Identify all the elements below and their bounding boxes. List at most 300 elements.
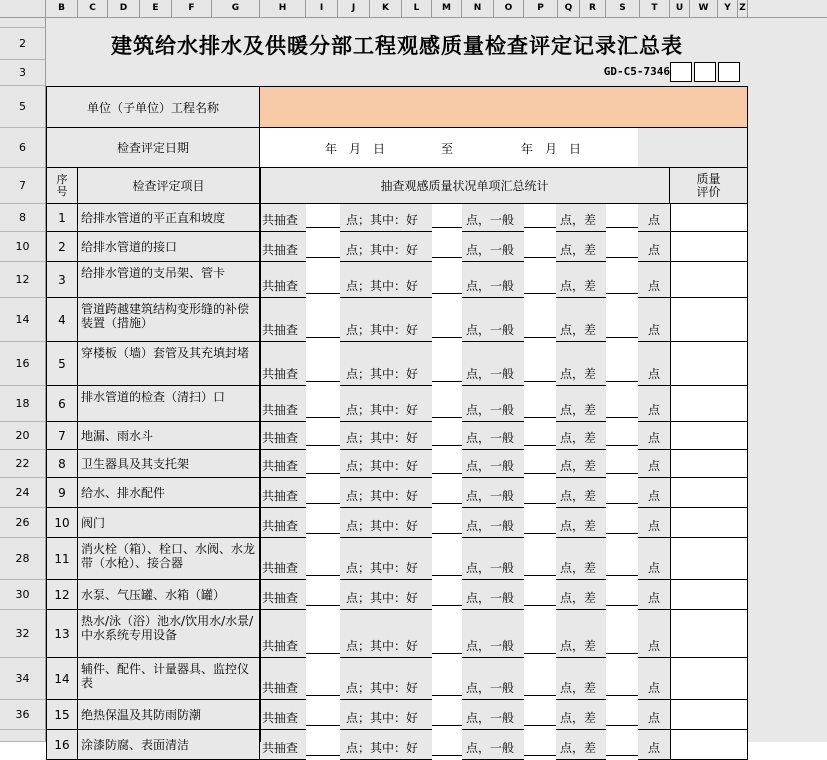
row-header[interactable]: 3 (0, 60, 46, 86)
blank-underline (306, 605, 340, 606)
item-stat-good-label: 点；其中：好 (346, 681, 419, 695)
item-stat-good-label: 点；其中：好 (346, 403, 419, 417)
date-to-label: 至 (440, 141, 453, 156)
item-stat-total-label: 共抽查 (262, 367, 299, 381)
blank-underline (606, 755, 638, 756)
item-count-blank[interactable] (606, 508, 638, 538)
item-stat-general-label: 点，一般 (466, 591, 515, 605)
item-count-blank[interactable] (432, 580, 462, 610)
item-stat-poor-label: 点，差 (560, 741, 597, 755)
row-header[interactable]: 20 (0, 422, 46, 450)
blank-underline (606, 695, 638, 696)
item-stat-good-label: 点；其中：好 (346, 213, 419, 227)
column-header-i[interactable]: I (306, 0, 338, 18)
item-count-blank[interactable] (606, 478, 638, 508)
item-count-blank[interactable] (606, 450, 638, 478)
item-count-blank[interactable] (606, 386, 638, 422)
table-right-border (747, 86, 748, 742)
item-count-blank[interactable] (524, 450, 556, 478)
item-quality-cell[interactable] (670, 298, 748, 342)
item-count-blank[interactable] (524, 204, 556, 232)
item-count-blank[interactable] (524, 422, 556, 450)
row-header[interactable]: 30 (0, 580, 46, 610)
row-header[interactable]: 2 (0, 28, 46, 60)
blank-underline (432, 293, 462, 294)
row-header[interactable]: 26 (0, 508, 46, 538)
row-header[interactable]: 5 (0, 86, 46, 128)
item-name: 地漏、雨水斗 (78, 422, 260, 450)
corner-cell[interactable] (0, 0, 46, 18)
item-number: 13 (46, 610, 78, 658)
item-number: 7 (46, 422, 78, 450)
item-count-blank[interactable] (524, 580, 556, 610)
item-name: 给排水管道的支吊架、管卡 (78, 262, 260, 298)
column-header-r[interactable]: R (580, 0, 606, 18)
item-count-blank[interactable] (606, 204, 638, 232)
blank-underline (432, 653, 462, 654)
column-header-j[interactable]: J (338, 0, 370, 18)
column-header-z[interactable]: Z (738, 0, 748, 18)
item-name: 绝热保温及其防雨防潮 (78, 700, 260, 730)
item-quality-cell[interactable] (670, 342, 748, 386)
unit-name-field[interactable] (260, 86, 748, 128)
row-header[interactable]: 12 (0, 262, 46, 298)
item-stat-general-label: 点，一般 (466, 213, 515, 227)
item-stat-total-label: 共抽查 (262, 213, 299, 227)
item-count-blank[interactable] (606, 580, 638, 610)
blank-underline (432, 473, 462, 474)
item-quality-cell[interactable] (670, 478, 748, 508)
column-header-l[interactable]: L (402, 0, 432, 18)
item-quality-cell[interactable] (670, 262, 748, 298)
blank-underline (306, 575, 340, 576)
blank-underline (306, 417, 340, 418)
item-number: 15 (46, 700, 78, 730)
item-count-blank[interactable] (524, 298, 556, 342)
item-stat-poor-label: 点，差 (560, 431, 597, 445)
code-box-2[interactable] (694, 62, 716, 82)
item-count-blank[interactable] (524, 538, 556, 580)
code-box-1[interactable] (670, 62, 692, 82)
item-stat-total-label: 共抽查 (262, 639, 299, 653)
blank-underline (524, 417, 556, 418)
header-seq: 序号 (46, 168, 78, 204)
blank-underline (524, 503, 556, 504)
item-count-blank[interactable] (606, 342, 638, 386)
item-number: 14 (46, 658, 78, 700)
column-header-k[interactable]: K (370, 0, 402, 18)
blank-underline (606, 381, 638, 382)
item-quality-cell[interactable] (670, 700, 748, 730)
item-stat-good-label: 点；其中：好 (346, 367, 419, 381)
blank-underline (524, 227, 556, 228)
item-stat-poor-label: 点，差 (560, 279, 597, 293)
item-name: 水泵、气压罐、水箱（罐） (78, 580, 260, 610)
blank-underline (306, 381, 340, 382)
item-stat-poor-label: 点，差 (560, 323, 597, 337)
item-count-blank[interactable] (606, 538, 638, 580)
item-stat-end-label: 点 (648, 459, 661, 473)
item-count-blank[interactable] (524, 508, 556, 538)
blank-underline (606, 725, 638, 726)
row-header[interactable]: 6 (0, 128, 46, 168)
blank-underline (524, 755, 556, 756)
item-number: 4 (46, 298, 78, 342)
unit-name-label: 单位（子单位）工程名称 (46, 86, 260, 128)
row-header[interactable]: 10 (0, 232, 46, 262)
item-stat-poor-label: 点，差 (560, 243, 597, 257)
item-name: 阀门 (78, 508, 260, 538)
item-quality-cell[interactable] (670, 580, 748, 610)
row-header[interactable]: 18 (0, 386, 46, 422)
item-stat-general-label: 点，一般 (466, 367, 515, 381)
item-stat-poor-label: 点，差 (560, 213, 597, 227)
column-header-g[interactable]: G (212, 0, 260, 18)
item-quality-cell[interactable] (670, 422, 748, 450)
item-number: 9 (46, 478, 78, 508)
item-stat-total-label: 共抽查 (262, 489, 299, 503)
item-count-blank[interactable] (524, 658, 556, 700)
item-count-blank[interactable] (432, 262, 462, 298)
header-stats: 抽查观感质量状况单项汇总统计 (260, 168, 670, 204)
blank-underline (306, 725, 340, 726)
item-stat-poor-label: 点，差 (560, 489, 597, 503)
item-stat-poor-label: 点，差 (560, 561, 597, 575)
item-name: 穿楼板（墙）套管及其充填封堵 (78, 342, 260, 386)
item-stat-end-label: 点 (648, 431, 661, 445)
blank-underline (432, 417, 462, 418)
item-stat-end-label: 点 (648, 367, 661, 381)
item-count-blank[interactable] (306, 508, 340, 538)
blank-underline (606, 445, 638, 446)
column-header-q[interactable]: Q (558, 0, 580, 18)
column-header-o[interactable]: O (494, 0, 524, 18)
blank-underline (306, 293, 340, 294)
blank-underline (432, 755, 462, 756)
stats-left-border (260, 168, 261, 742)
item-number: 10 (46, 508, 78, 538)
item-stat-good-label: 点；其中：好 (346, 489, 419, 503)
item-stat-general-label: 点，一般 (466, 681, 515, 695)
item-stat-general-label: 点，一般 (466, 489, 515, 503)
item-count-blank[interactable] (432, 204, 462, 232)
row-header[interactable]: 34 (0, 658, 46, 700)
item-count-blank[interactable] (306, 422, 340, 450)
blank-underline (524, 257, 556, 258)
item-count-blank[interactable] (306, 298, 340, 342)
item-count-blank[interactable] (432, 298, 462, 342)
item-stat-good-label: 点；其中：好 (346, 459, 419, 473)
item-stat-good-label: 点；其中：好 (346, 279, 419, 293)
item-name: 排水管道的检查（清扫）口 (78, 386, 260, 422)
row-header[interactable] (0, 18, 46, 28)
item-count-blank[interactable] (306, 730, 340, 760)
item-name: 给排水管道的接口 (78, 232, 260, 262)
item-stat-end-label: 点 (648, 591, 661, 605)
item-count-blank[interactable] (432, 342, 462, 386)
item-number: 12 (46, 580, 78, 610)
item-stat-general-label: 点，一般 (466, 639, 515, 653)
blank-underline (524, 533, 556, 534)
item-number: 6 (46, 386, 78, 422)
column-header-d[interactable]: D (108, 0, 140, 18)
item-count-blank[interactable] (306, 342, 340, 386)
blank-underline (524, 695, 556, 696)
blank-underline (432, 695, 462, 696)
item-stat-poor-label: 点，差 (560, 711, 597, 725)
item-stat-poor-label: 点，差 (560, 459, 597, 473)
column-header-p[interactable]: P (524, 0, 558, 18)
item-stat-poor-label: 点，差 (560, 367, 597, 381)
item-stat-end-label: 点 (648, 323, 661, 337)
item-count-blank[interactable] (524, 232, 556, 262)
item-count-blank[interactable] (606, 298, 638, 342)
item-stat-general-label: 点，一般 (466, 323, 515, 337)
item-stat-good-label: 点；其中：好 (346, 711, 419, 725)
item-number: 8 (46, 450, 78, 478)
row-header[interactable]: 14 (0, 298, 46, 342)
item-name: 消火栓（箱）、栓口、水阀、水龙带（水枪）、接合器 (78, 538, 260, 580)
item-count-blank[interactable] (606, 610, 638, 658)
item-stat-total-label: 共抽查 (262, 403, 299, 417)
item-name: 热水/泳（浴）池水/饮用水/水景/中水系统专用设备 (78, 610, 260, 658)
item-count-blank[interactable] (432, 386, 462, 422)
item-count-blank[interactable] (432, 232, 462, 262)
blank-underline (606, 605, 638, 606)
blank-underline (524, 381, 556, 382)
column-header-h[interactable]: H (260, 0, 306, 18)
item-stat-end-label: 点 (648, 243, 661, 257)
column-header-filler (748, 0, 827, 18)
item-count-blank[interactable] (432, 538, 462, 580)
blank-underline (306, 695, 340, 696)
item-count-blank[interactable] (524, 610, 556, 658)
column-header-t[interactable]: T (640, 0, 670, 18)
item-stat-poor-label: 点，差 (560, 403, 597, 417)
date-from[interactable]: 年 月 日 (324, 141, 385, 156)
blank-underline (524, 653, 556, 654)
item-name: 涂漆防腐、表面清洁 (78, 730, 260, 760)
item-count-blank[interactable] (606, 730, 638, 760)
item-quality-cell[interactable] (670, 508, 748, 538)
item-count-blank[interactable] (306, 700, 340, 730)
item-stat-end-label: 点 (648, 681, 661, 695)
item-quality-cell[interactable] (670, 386, 748, 422)
item-stat-good-label: 点；其中：好 (346, 243, 419, 257)
blank-underline (606, 503, 638, 504)
row-header[interactable] (0, 730, 46, 742)
item-quality-cell[interactable] (670, 538, 748, 580)
blank-underline (306, 653, 340, 654)
column-header-e[interactable]: E (140, 0, 172, 18)
column-header-f[interactable]: F (172, 0, 212, 18)
item-stat-poor-label: 点，差 (560, 639, 597, 653)
item-stat-general-label: 点，一般 (466, 279, 515, 293)
date-label: 检查评定日期 (46, 128, 260, 168)
item-count-blank[interactable] (306, 658, 340, 700)
item-count-blank[interactable] (432, 700, 462, 730)
item-number: 11 (46, 538, 78, 580)
item-count-blank[interactable] (524, 386, 556, 422)
row-header[interactable]: 16 (0, 342, 46, 386)
column-header-n[interactable]: N (462, 0, 494, 18)
item-stat-total-label: 共抽查 (262, 561, 299, 575)
item-name: 给水、排水配件 (78, 478, 260, 508)
item-count-blank[interactable] (306, 538, 340, 580)
item-stat-good-label: 点；其中：好 (346, 519, 419, 533)
item-count-blank[interactable] (606, 232, 638, 262)
code-box-3[interactable] (718, 62, 740, 82)
item-name: 管道跨越建筑结构变形缝的补偿装置（措施） (78, 298, 260, 342)
row-header[interactable]: 24 (0, 478, 46, 508)
item-quality-cell[interactable] (670, 204, 748, 232)
column-header-u[interactable]: U (670, 0, 690, 18)
item-count-blank[interactable] (524, 700, 556, 730)
blank-underline (306, 227, 340, 228)
blank-underline (306, 503, 340, 504)
blank-underline (524, 473, 556, 474)
item-count-blank[interactable] (432, 658, 462, 700)
column-header-b[interactable]: B (46, 0, 78, 18)
grid-filler-right (748, 18, 827, 742)
item-count-blank[interactable] (306, 478, 340, 508)
date-right-filler (638, 128, 748, 168)
item-count-blank[interactable] (306, 262, 340, 298)
item-stat-good-label: 点；其中：好 (346, 591, 419, 605)
item-stat-general-label: 点，一般 (466, 711, 515, 725)
form-title: 建筑给水排水及供暖分部工程观感质量检查评定记录汇总表 (111, 33, 683, 58)
blank-underline (432, 337, 462, 338)
blank-underline (432, 533, 462, 534)
row-header[interactable]: 36 (0, 700, 46, 730)
item-stat-good-label: 点；其中：好 (346, 741, 419, 755)
date-to[interactable]: 年 月 日 (520, 141, 581, 156)
item-count-blank[interactable] (524, 478, 556, 508)
blank-underline (306, 533, 340, 534)
item-name: 给排水管道的平正直和坡度 (78, 204, 260, 232)
item-stat-general-label: 点，一般 (466, 519, 515, 533)
blank-underline (606, 337, 638, 338)
item-number: 16 (46, 730, 78, 760)
item-count-blank[interactable] (606, 658, 638, 700)
item-count-blank[interactable] (432, 610, 462, 658)
item-stat-total-label: 共抽查 (262, 711, 299, 725)
item-stat-total-label: 共抽查 (262, 279, 299, 293)
blank-underline (306, 257, 340, 258)
blank-underline (606, 417, 638, 418)
item-count-blank[interactable] (432, 450, 462, 478)
item-stat-poor-label: 点，差 (560, 519, 597, 533)
blank-underline (432, 445, 462, 446)
item-stat-total-label: 共抽查 (262, 519, 299, 533)
item-quality-cell[interactable] (670, 610, 748, 658)
item-stat-end-label: 点 (648, 711, 661, 725)
item-stat-total-label: 共抽查 (262, 323, 299, 337)
item-count-blank[interactable] (432, 478, 462, 508)
column-header-c[interactable]: C (78, 0, 108, 18)
blank-underline (306, 755, 340, 756)
item-stat-end-label: 点 (648, 279, 661, 293)
column-header-s[interactable]: S (606, 0, 640, 18)
item-quality-cell[interactable] (670, 730, 748, 760)
item-stat-total-label: 共抽查 (262, 591, 299, 605)
item-count-blank[interactable] (606, 422, 638, 450)
item-count-blank[interactable] (606, 700, 638, 730)
item-count-blank[interactable] (606, 262, 638, 298)
item-count-blank[interactable] (432, 508, 462, 538)
item-quality-cell[interactable] (670, 232, 748, 262)
item-count-blank[interactable] (306, 232, 340, 262)
item-stat-good-label: 点；其中：好 (346, 639, 419, 653)
item-stat-total-label: 共抽查 (262, 243, 299, 257)
blank-underline (606, 653, 638, 654)
blank-underline (432, 725, 462, 726)
column-header-y[interactable]: Y (718, 0, 738, 18)
row-header[interactable]: 28 (0, 538, 46, 580)
item-count-blank[interactable] (306, 204, 340, 232)
blank-underline (306, 337, 340, 338)
item-count-blank[interactable] (306, 386, 340, 422)
item-quality-cell[interactable] (670, 658, 748, 700)
item-stat-total-label: 共抽查 (262, 681, 299, 695)
item-count-blank[interactable] (306, 580, 340, 610)
item-stat-general-label: 点，一般 (466, 403, 515, 417)
item-stat-total-label: 共抽查 (262, 459, 299, 473)
blank-underline (606, 227, 638, 228)
blank-underline (606, 575, 638, 576)
blank-underline (432, 575, 462, 576)
item-stat-end-label: 点 (648, 741, 661, 755)
blank-underline (524, 725, 556, 726)
column-header-w[interactable]: W (690, 0, 718, 18)
item-quality-cell[interactable] (670, 450, 748, 478)
item-number: 1 (46, 204, 78, 232)
header-quality: 质量评价 (670, 168, 748, 204)
item-count-blank[interactable] (524, 342, 556, 386)
item-stat-good-label: 点；其中：好 (346, 323, 419, 337)
column-header-m[interactable]: M (432, 0, 462, 18)
item-number: 3 (46, 262, 78, 298)
blank-underline (432, 227, 462, 228)
item-count-blank[interactable] (432, 422, 462, 450)
item-count-blank[interactable] (306, 610, 340, 658)
item-count-blank[interactable] (524, 730, 556, 760)
item-stat-end-label: 点 (648, 561, 661, 575)
item-stat-general-label: 点，一般 (466, 561, 515, 575)
item-count-blank[interactable] (432, 730, 462, 760)
row-header[interactable]: 32 (0, 610, 46, 658)
row-header[interactable]: 8 (0, 204, 46, 232)
row-header[interactable]: 22 (0, 450, 46, 478)
item-stat-end-label: 点 (648, 489, 661, 503)
blank-underline (524, 575, 556, 576)
item-count-blank[interactable] (306, 450, 340, 478)
item-name: 辅件、配件、计量器具、监控仪表 (78, 658, 260, 700)
blank-underline (524, 445, 556, 446)
item-number: 5 (46, 342, 78, 386)
item-name: 卫生器具及其支托架 (78, 450, 260, 478)
row-header[interactable]: 7 (0, 168, 46, 204)
blank-underline (524, 293, 556, 294)
blank-underline (606, 473, 638, 474)
blank-underline (432, 503, 462, 504)
item-count-blank[interactable] (524, 262, 556, 298)
item-stat-general-label: 点，一般 (466, 741, 515, 755)
table-left-border (46, 86, 47, 742)
item-stat-general-label: 点，一般 (466, 243, 515, 257)
item-stat-end-label: 点 (648, 519, 661, 533)
header-item: 检查评定项目 (78, 168, 260, 204)
